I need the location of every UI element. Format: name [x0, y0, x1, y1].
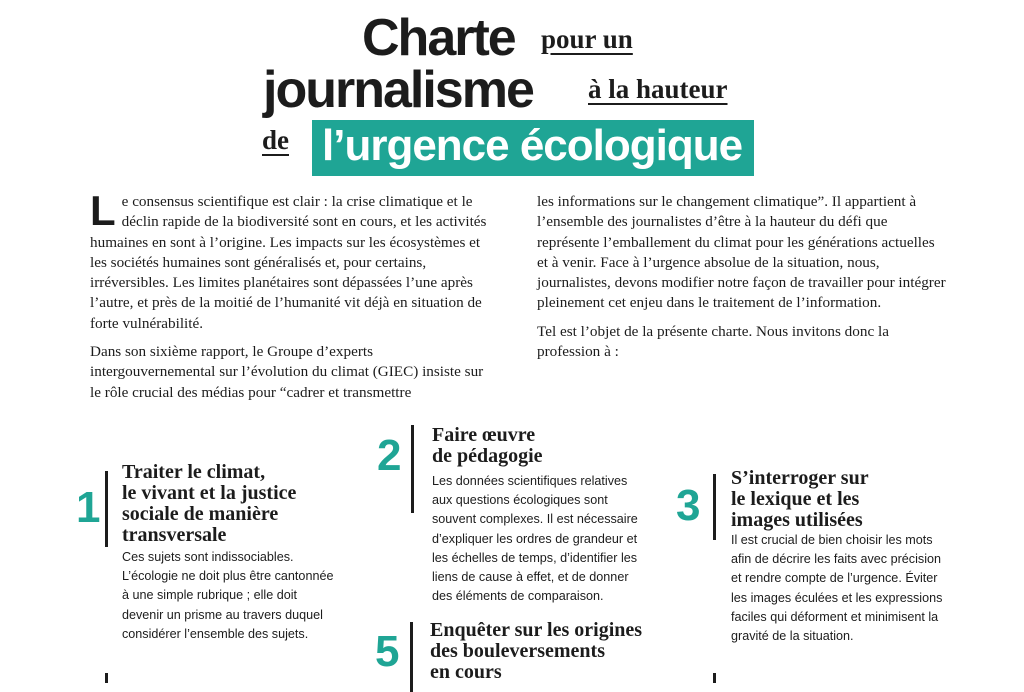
item-2-title-line: Faire œuvre — [432, 424, 536, 446]
item-2-rule — [411, 425, 414, 513]
item-3-title-line: S’interroger sur — [731, 467, 869, 489]
item-3-body-line: afin de décrire les faits avec précision — [731, 552, 941, 567]
item-5-title-line: des bouleversements — [430, 640, 605, 662]
item-3-title-line: le lexique et les — [731, 488, 860, 510]
item-5-title — [430, 620, 642, 683]
drop-cap: L — [90, 187, 116, 234]
item-1-body-line: considérer l’ensemble des sujets. — [122, 626, 309, 641]
item-3-body-line: gravité de la situation. — [731, 629, 854, 644]
item-2-title — [432, 425, 543, 467]
title-highlight-urgence-ecologique: l’urgence écologique — [312, 120, 754, 176]
title-phrase-a-la-hauteur: à la hauteur — [588, 74, 728, 104]
item-2-body — [432, 472, 638, 606]
item-2-body-line: des éléments de comparaison. — [432, 589, 604, 604]
item-6-rule-cropped — [713, 673, 716, 683]
item-5-number: 5 — [375, 627, 400, 676]
item-1-rule — [105, 471, 108, 547]
intro-paragraph-4: Tel est l’objet de la présente charte. Nous invitons donc la profession à : — [537, 322, 889, 361]
item-1-title-line: sociale de manière — [122, 503, 279, 525]
item-3-rule — [713, 474, 716, 540]
item-1-title — [122, 462, 296, 546]
item-3-body-line: faciles qui déforment et minimisent la — [731, 609, 939, 624]
intro-paragraph-1 — [90, 187, 492, 334]
item-4-rule-cropped — [105, 673, 108, 683]
item-2-number: 2 — [377, 431, 402, 480]
item-5-title-line: Enquêter sur les origines — [430, 619, 643, 641]
item-3-body-line: les images éculées et les expressions — [731, 590, 943, 605]
item-1-title-line: transversale — [122, 524, 227, 546]
item-2-title-line: de pédagogie — [432, 445, 543, 467]
title-word-de: de — [262, 125, 289, 155]
item-1-body-line: Ces sujets sont indissociables. — [122, 550, 294, 564]
item-5-title-line: en cours — [430, 661, 502, 683]
intro-paragraph-2: Dans son sixième rapport, le Groupe d’experts intergouvernemental sur l’évolution du climat (GIEC) insiste sur le rôle crucial des médias pour “cadrer et transmettre — [90, 343, 484, 401]
item-2-body-line: aux questions écologiques sont — [432, 493, 608, 508]
item-2-body-line: liens de cause à effet, et de donner — [432, 570, 629, 585]
item-3-title — [731, 468, 869, 531]
intro-paragraph-3: les informations sur le changement climatique”. Il appartient à l’ensemble des journalistes d’être à la hauteur du défi que représente l’emballement du climat pour les générations actuelles et à venir. Face à l’urgence absolue de la situation, nous, journalistes, devons modifier notre façon de travailler pour intégrer pleinement cet enjeu dans le traitement de l’information. — [537, 193, 946, 312]
intro-paragraph-1-text: e consensus scientifique est clair : la crise climatique et le déclin rapide de la biodiversité sont en cours, et les activités humaines en sont à l’origine. Les impacts sur les écosystèmes et les sociétés humaines sont généralisés et, pour certains, irréversibles. Les limites planétaires sont dépassées l’une après l’autre, et près de la moitié de l’humanité vit déjà en situation de forte vulnérabilité. — [90, 193, 487, 332]
intro-column-right — [537, 192, 949, 362]
item-2-body-line: souvent complexes. Il est nécessaire — [432, 512, 638, 527]
item-5-rule — [410, 622, 413, 692]
item-1-body-line: devenir un prisme au travers duquel — [122, 607, 323, 622]
item-3-title-line: images utilisées — [731, 509, 863, 531]
item-3-body-line: Il est crucial de bien choisir les mots — [731, 533, 933, 547]
title-word-charte: Charte — [362, 9, 515, 67]
title-phrase-pour-un: pour un — [541, 24, 633, 54]
item-2-body-line: Les données scientifiques relatives — [432, 474, 628, 488]
item-1-title-line: Traiter le climat, — [122, 461, 266, 483]
title-word-journalisme: journalisme — [263, 61, 533, 119]
item-1-body — [122, 548, 333, 644]
item-2-body-line: d’expliquer les ordres de grandeur et — [432, 531, 638, 546]
item-3-number: 3 — [676, 481, 701, 530]
item-1-body-line: à une simple rubrique ; elle doit — [122, 588, 298, 603]
item-3-body — [731, 531, 942, 646]
item-1-number: 1 — [76, 483, 101, 532]
item-1-body-line: L’écologie ne doit plus être cantonnée — [122, 569, 334, 584]
intro-column-left — [90, 187, 492, 403]
item-1-title-line: le vivant et la justice — [122, 482, 297, 504]
item-3-body-line: et rendre compte de l’urgence. Éviter — [731, 571, 938, 586]
item-2-body-line: les échelles de temps, d’identifier les — [432, 550, 638, 565]
